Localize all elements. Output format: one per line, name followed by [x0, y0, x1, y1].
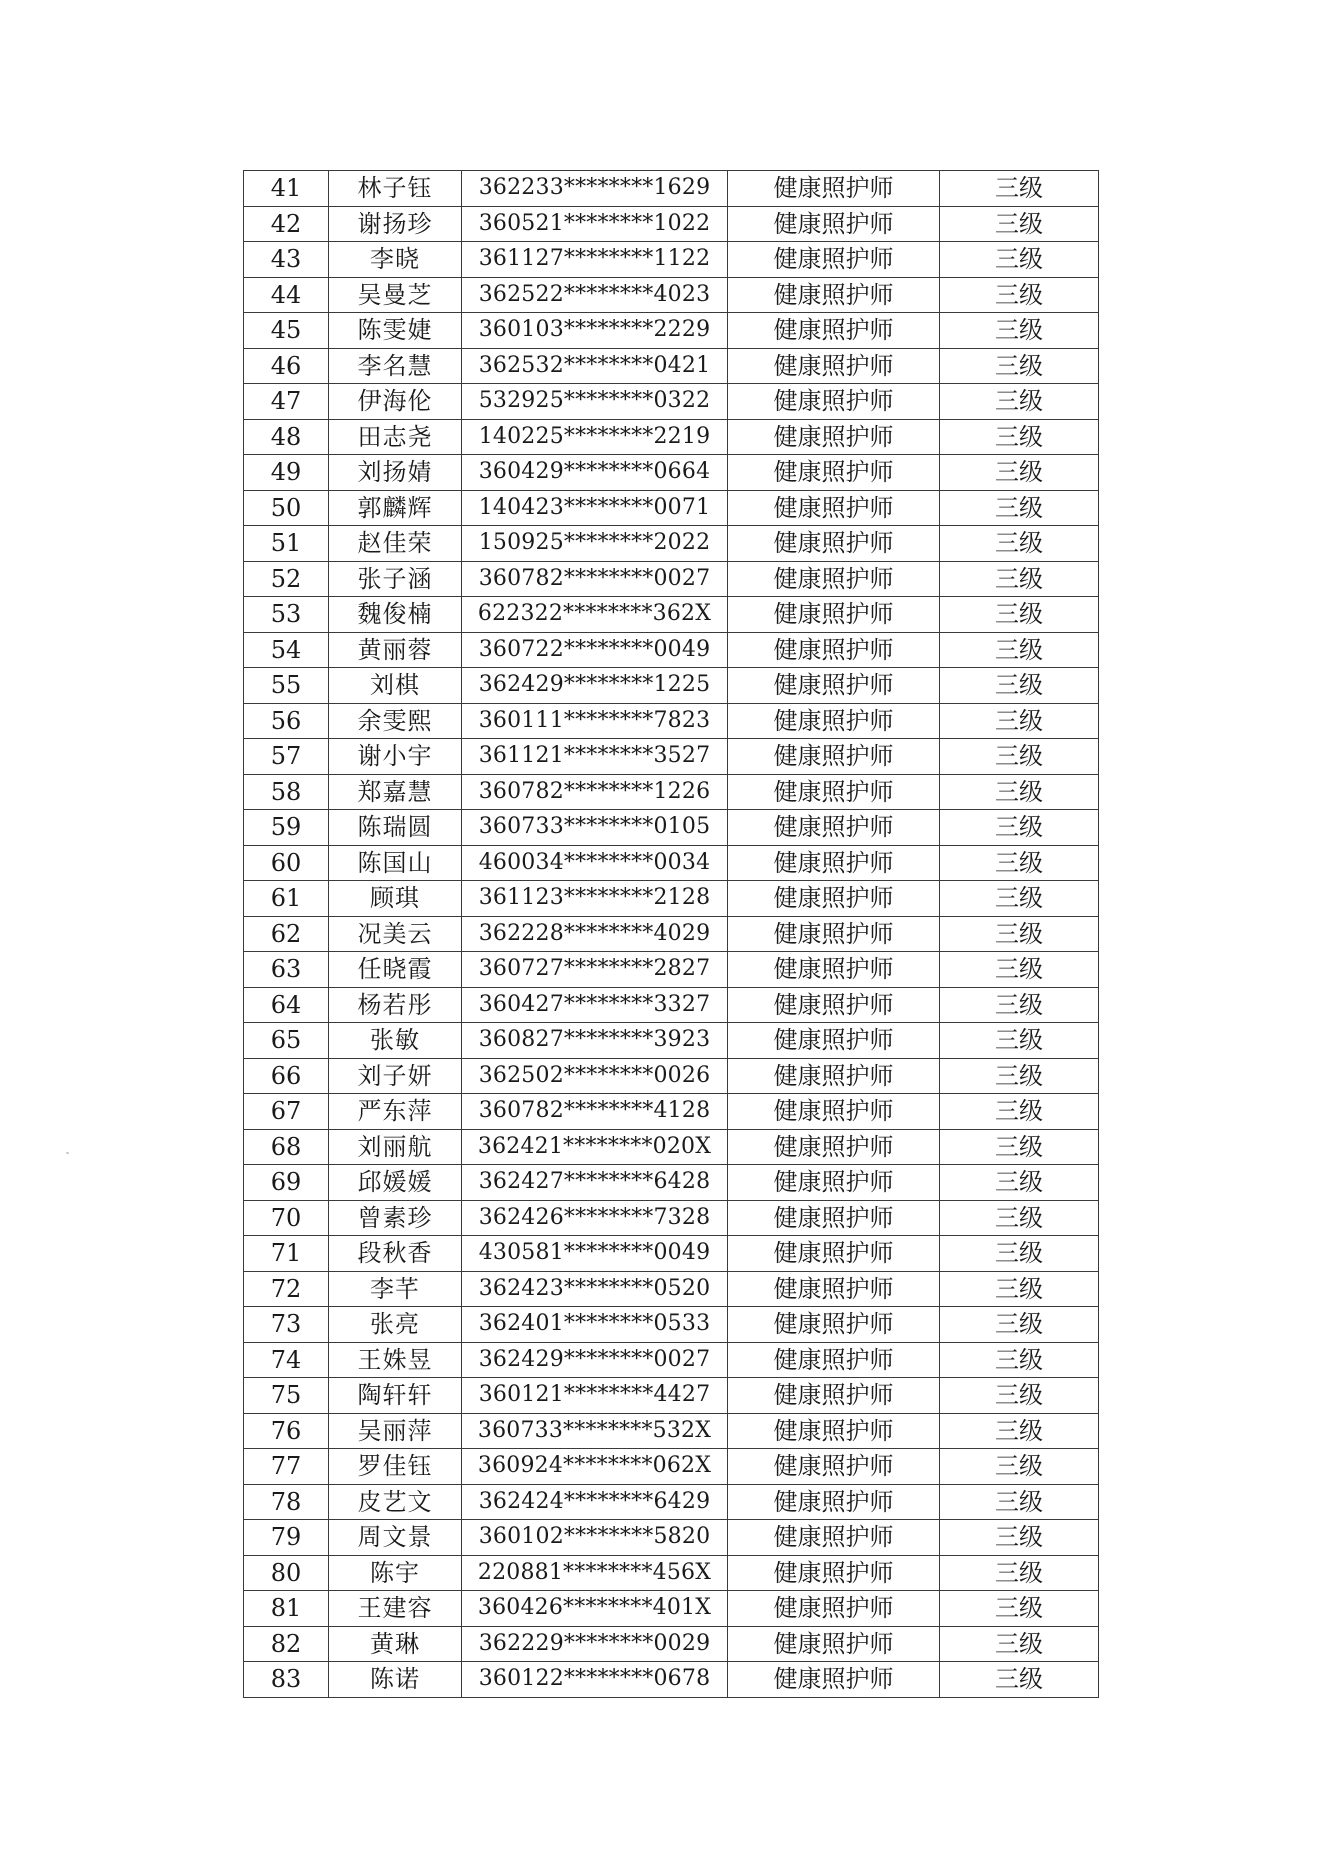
- level-cell: 三级: [940, 987, 1099, 1023]
- table-row: [244, 1023, 1099, 1059]
- occupation-cell: 健康照护师: [728, 916, 940, 952]
- id-number-cell: 360733********532X: [462, 1413, 728, 1449]
- name-cell: 黄丽蓉: [329, 632, 462, 668]
- id-number-cell: 360521********1022: [462, 206, 728, 242]
- name-cell: 刘子妍: [329, 1058, 462, 1094]
- level-cell: 三级: [940, 739, 1099, 775]
- id-number-cell: 360427********3327: [462, 987, 728, 1023]
- row-number-cell: 57: [244, 739, 329, 775]
- level-cell: 三级: [940, 384, 1099, 420]
- scan-speck: [66, 1152, 69, 1154]
- row-number-cell: 53: [244, 597, 329, 633]
- level-cell: 三级: [940, 171, 1099, 207]
- occupation-cell: 健康照护师: [728, 1094, 940, 1130]
- id-number-cell: 362423********0520: [462, 1271, 728, 1307]
- occupation-cell: 健康照护师: [728, 206, 940, 242]
- level-cell: 三级: [940, 774, 1099, 810]
- name-cell: 郭麟辉: [329, 490, 462, 526]
- id-number-cell: 360122********0678: [462, 1662, 728, 1698]
- table-row: [244, 277, 1099, 313]
- name-cell: 皮艺文: [329, 1484, 462, 1520]
- row-number-cell: 43: [244, 242, 329, 278]
- level-cell: 三级: [940, 1626, 1099, 1662]
- row-number-cell: 67: [244, 1094, 329, 1130]
- row-number-cell: 60: [244, 845, 329, 881]
- level-cell: 三级: [940, 597, 1099, 633]
- row-number-cell: 72: [244, 1271, 329, 1307]
- name-cell: 顾琪: [329, 881, 462, 917]
- table-row: [244, 171, 1099, 207]
- occupation-cell: 健康照护师: [728, 703, 940, 739]
- occupation-cell: 健康照护师: [728, 242, 940, 278]
- level-cell: 三级: [940, 348, 1099, 384]
- level-cell: 三级: [940, 455, 1099, 491]
- id-number-cell: 220881********456X: [462, 1555, 728, 1591]
- occupation-cell: 健康照护师: [728, 561, 940, 597]
- name-cell: 陶轩轩: [329, 1378, 462, 1414]
- occupation-cell: 健康照护师: [728, 1413, 940, 1449]
- table-row: [244, 1058, 1099, 1094]
- row-number-cell: 71: [244, 1236, 329, 1272]
- row-number-cell: 49: [244, 455, 329, 491]
- roster-table: [243, 170, 1099, 1698]
- row-number-cell: 46: [244, 348, 329, 384]
- row-number-cell: 51: [244, 526, 329, 562]
- level-cell: 三级: [940, 845, 1099, 881]
- name-cell: 段秋香: [329, 1236, 462, 1272]
- name-cell: 况美云: [329, 916, 462, 952]
- row-number-cell: 69: [244, 1165, 329, 1201]
- name-cell: 曾素珍: [329, 1200, 462, 1236]
- occupation-cell: 健康照护师: [728, 277, 940, 313]
- occupation-cell: 健康照护师: [728, 739, 940, 775]
- level-cell: 三级: [940, 1484, 1099, 1520]
- row-number-cell: 80: [244, 1555, 329, 1591]
- table-row: [244, 952, 1099, 988]
- level-cell: 三级: [940, 242, 1099, 278]
- id-number-cell: 360733********0105: [462, 810, 728, 846]
- name-cell: 余雯熙: [329, 703, 462, 739]
- occupation-cell: 健康照护师: [728, 668, 940, 704]
- level-cell: 三级: [940, 313, 1099, 349]
- table-row: [244, 1484, 1099, 1520]
- level-cell: 三级: [940, 881, 1099, 917]
- table-row: [244, 703, 1099, 739]
- name-cell: 伊海伦: [329, 384, 462, 420]
- id-number-cell: 150925********2022: [462, 526, 728, 562]
- table-row: [244, 987, 1099, 1023]
- table-row: [244, 1413, 1099, 1449]
- row-number-cell: 45: [244, 313, 329, 349]
- row-number-cell: 61: [244, 881, 329, 917]
- id-number-cell: 362429********1225: [462, 668, 728, 704]
- table-row: [244, 810, 1099, 846]
- row-number-cell: 79: [244, 1520, 329, 1556]
- level-cell: 三级: [940, 668, 1099, 704]
- occupation-cell: 健康照护师: [728, 1520, 940, 1556]
- name-cell: 周文景: [329, 1520, 462, 1556]
- occupation-cell: 健康照护师: [728, 1626, 940, 1662]
- id-number-cell: 360426********401X: [462, 1591, 728, 1627]
- row-number-cell: 68: [244, 1129, 329, 1165]
- name-cell: 李名慧: [329, 348, 462, 384]
- level-cell: 三级: [940, 703, 1099, 739]
- row-number-cell: 73: [244, 1307, 329, 1343]
- id-number-cell: 362421********020X: [462, 1129, 728, 1165]
- name-cell: 林子钰: [329, 171, 462, 207]
- name-cell: 罗佳钰: [329, 1449, 462, 1485]
- table-row: [244, 1555, 1099, 1591]
- id-number-cell: 361121********3527: [462, 739, 728, 775]
- table-row: [244, 1626, 1099, 1662]
- row-number-cell: 48: [244, 419, 329, 455]
- table-row: [244, 597, 1099, 633]
- id-number-cell: 360429********0664: [462, 455, 728, 491]
- level-cell: 三级: [940, 810, 1099, 846]
- name-cell: 张亮: [329, 1307, 462, 1343]
- name-cell: 张子涵: [329, 561, 462, 597]
- level-cell: 三级: [940, 1413, 1099, 1449]
- table-row: [244, 668, 1099, 704]
- level-cell: 三级: [940, 916, 1099, 952]
- row-number-cell: 75: [244, 1378, 329, 1414]
- id-number-cell: 140225********2219: [462, 419, 728, 455]
- table-row: [244, 313, 1099, 349]
- id-number-cell: 360924********062X: [462, 1449, 728, 1485]
- name-cell: 刘扬婧: [329, 455, 462, 491]
- name-cell: 陈诺: [329, 1662, 462, 1698]
- row-number-cell: 65: [244, 1023, 329, 1059]
- row-number-cell: 82: [244, 1626, 329, 1662]
- occupation-cell: 健康照护师: [728, 1484, 940, 1520]
- occupation-cell: 健康照护师: [728, 987, 940, 1023]
- id-number-cell: 362228********4029: [462, 916, 728, 952]
- name-cell: 吴曼芝: [329, 277, 462, 313]
- table-row: [244, 348, 1099, 384]
- level-cell: 三级: [940, 206, 1099, 242]
- occupation-cell: 健康照护师: [728, 171, 940, 207]
- level-cell: 三级: [940, 561, 1099, 597]
- table-row: [244, 845, 1099, 881]
- id-number-cell: 362401********0533: [462, 1307, 728, 1343]
- name-cell: 黄琳: [329, 1626, 462, 1662]
- row-number-cell: 83: [244, 1662, 329, 1698]
- table-row: [244, 490, 1099, 526]
- name-cell: 李晓: [329, 242, 462, 278]
- occupation-cell: 健康照护师: [728, 597, 940, 633]
- table-row: [244, 1165, 1099, 1201]
- id-number-cell: 622322********362X: [462, 597, 728, 633]
- id-number-cell: 362429********0027: [462, 1342, 728, 1378]
- table-row: [244, 1236, 1099, 1272]
- name-cell: 郑嘉慧: [329, 774, 462, 810]
- level-cell: 三级: [940, 1058, 1099, 1094]
- id-number-cell: 362426********7328: [462, 1200, 728, 1236]
- name-cell: 陈国山: [329, 845, 462, 881]
- name-cell: 陈瑞圆: [329, 810, 462, 846]
- level-cell: 三级: [940, 1378, 1099, 1414]
- table-row: [244, 916, 1099, 952]
- occupation-cell: 健康照护师: [728, 774, 940, 810]
- id-number-cell: 360722********0049: [462, 632, 728, 668]
- name-cell: 魏俊楠: [329, 597, 462, 633]
- occupation-cell: 健康照护师: [728, 455, 940, 491]
- name-cell: 赵佳荣: [329, 526, 462, 562]
- row-number-cell: 44: [244, 277, 329, 313]
- row-number-cell: 47: [244, 384, 329, 420]
- name-cell: 吴丽萍: [329, 1413, 462, 1449]
- table-row: [244, 632, 1099, 668]
- table-row: [244, 1342, 1099, 1378]
- level-cell: 三级: [940, 1094, 1099, 1130]
- id-number-cell: 362233********1629: [462, 171, 728, 207]
- table-row: [244, 561, 1099, 597]
- level-cell: 三级: [940, 1591, 1099, 1627]
- row-number-cell: 66: [244, 1058, 329, 1094]
- level-cell: 三级: [940, 952, 1099, 988]
- id-number-cell: 140423********0071: [462, 490, 728, 526]
- occupation-cell: 健康照护师: [728, 632, 940, 668]
- table-row: [244, 1307, 1099, 1343]
- table-row: [244, 1520, 1099, 1556]
- occupation-cell: 健康照护师: [728, 1591, 940, 1627]
- name-cell: 邱媛媛: [329, 1165, 462, 1201]
- row-number-cell: 55: [244, 668, 329, 704]
- id-number-cell: 460034********0034: [462, 845, 728, 881]
- table-row: [244, 881, 1099, 917]
- row-number-cell: 63: [244, 952, 329, 988]
- occupation-cell: 健康照护师: [728, 313, 940, 349]
- occupation-cell: 健康照护师: [728, 490, 940, 526]
- table-row: [244, 774, 1099, 810]
- level-cell: 三级: [940, 526, 1099, 562]
- name-cell: 杨若彤: [329, 987, 462, 1023]
- occupation-cell: 健康照护师: [728, 384, 940, 420]
- level-cell: 三级: [940, 1200, 1099, 1236]
- occupation-cell: 健康照护师: [728, 810, 940, 846]
- id-number-cell: 362427********6428: [462, 1165, 728, 1201]
- name-cell: 谢扬珍: [329, 206, 462, 242]
- level-cell: 三级: [940, 1662, 1099, 1698]
- id-number-cell: 360111********7823: [462, 703, 728, 739]
- table-row: [244, 1662, 1099, 1698]
- table-row: [244, 1200, 1099, 1236]
- occupation-cell: 健康照护师: [728, 1200, 940, 1236]
- occupation-cell: 健康照护师: [728, 1165, 940, 1201]
- row-number-cell: 50: [244, 490, 329, 526]
- table-row: [244, 1449, 1099, 1485]
- name-cell: 王建容: [329, 1591, 462, 1627]
- id-number-cell: 360782********1226: [462, 774, 728, 810]
- row-number-cell: 62: [244, 916, 329, 952]
- row-number-cell: 74: [244, 1342, 329, 1378]
- occupation-cell: 健康照护师: [728, 952, 940, 988]
- id-number-cell: 362522********4023: [462, 277, 728, 313]
- id-number-cell: 360103********2229: [462, 313, 728, 349]
- occupation-cell: 健康照护师: [728, 1662, 940, 1698]
- occupation-cell: 健康照护师: [728, 1023, 940, 1059]
- table-row: [244, 455, 1099, 491]
- row-number-cell: 58: [244, 774, 329, 810]
- level-cell: 三级: [940, 1129, 1099, 1165]
- id-number-cell: 360121********4427: [462, 1378, 728, 1414]
- level-cell: 三级: [940, 1449, 1099, 1485]
- row-number-cell: 59: [244, 810, 329, 846]
- occupation-cell: 健康照护师: [728, 881, 940, 917]
- table-row: [244, 384, 1099, 420]
- level-cell: 三级: [940, 1165, 1099, 1201]
- table-row: [244, 1271, 1099, 1307]
- occupation-cell: 健康照护师: [728, 526, 940, 562]
- occupation-cell: 健康照护师: [728, 845, 940, 881]
- level-cell: 三级: [940, 1520, 1099, 1556]
- name-cell: 张敏: [329, 1023, 462, 1059]
- row-number-cell: 81: [244, 1591, 329, 1627]
- occupation-cell: 健康照护师: [728, 1058, 940, 1094]
- occupation-cell: 健康照护师: [728, 1129, 940, 1165]
- name-cell: 刘棋: [329, 668, 462, 704]
- table-row: [244, 739, 1099, 775]
- row-number-cell: 41: [244, 171, 329, 207]
- row-number-cell: 64: [244, 987, 329, 1023]
- level-cell: 三级: [940, 1271, 1099, 1307]
- occupation-cell: 健康照护师: [728, 1342, 940, 1378]
- row-number-cell: 42: [244, 206, 329, 242]
- level-cell: 三级: [940, 1342, 1099, 1378]
- id-number-cell: 361123********2128: [462, 881, 728, 917]
- row-number-cell: 70: [244, 1200, 329, 1236]
- name-cell: 陈雯婕: [329, 313, 462, 349]
- level-cell: 三级: [940, 1307, 1099, 1343]
- row-number-cell: 77: [244, 1449, 329, 1485]
- id-number-cell: 360782********4128: [462, 1094, 728, 1130]
- table-row: [244, 1591, 1099, 1627]
- occupation-cell: 健康照护师: [728, 1236, 940, 1272]
- roster-table-body: [244, 171, 1099, 1698]
- level-cell: 三级: [940, 490, 1099, 526]
- level-cell: 三级: [940, 277, 1099, 313]
- id-number-cell: 362502********0026: [462, 1058, 728, 1094]
- id-number-cell: 362229********0029: [462, 1626, 728, 1662]
- id-number-cell: 360102********5820: [462, 1520, 728, 1556]
- row-number-cell: 78: [244, 1484, 329, 1520]
- table-row: [244, 419, 1099, 455]
- level-cell: 三级: [940, 1023, 1099, 1059]
- row-number-cell: 76: [244, 1413, 329, 1449]
- name-cell: 严东萍: [329, 1094, 462, 1130]
- occupation-cell: 健康照护师: [728, 1307, 940, 1343]
- name-cell: 陈宇: [329, 1555, 462, 1591]
- id-number-cell: 430581********0049: [462, 1236, 728, 1272]
- level-cell: 三级: [940, 419, 1099, 455]
- id-number-cell: 362424********6429: [462, 1484, 728, 1520]
- level-cell: 三级: [940, 1236, 1099, 1272]
- name-cell: 李芊: [329, 1271, 462, 1307]
- level-cell: 三级: [940, 632, 1099, 668]
- id-number-cell: 360727********2827: [462, 952, 728, 988]
- level-cell: 三级: [940, 1555, 1099, 1591]
- row-number-cell: 56: [244, 703, 329, 739]
- name-cell: 任晓霞: [329, 952, 462, 988]
- id-number-cell: 532925********0322: [462, 384, 728, 420]
- table-row: [244, 206, 1099, 242]
- name-cell: 刘丽航: [329, 1129, 462, 1165]
- table-row: [244, 1094, 1099, 1130]
- table-row: [244, 526, 1099, 562]
- occupation-cell: 健康照护师: [728, 1271, 940, 1307]
- row-number-cell: 54: [244, 632, 329, 668]
- occupation-cell: 健康照护师: [728, 348, 940, 384]
- id-number-cell: 361127********1122: [462, 242, 728, 278]
- table-row: [244, 242, 1099, 278]
- id-number-cell: 360827********3923: [462, 1023, 728, 1059]
- name-cell: 谢小宇: [329, 739, 462, 775]
- id-number-cell: 362532********0421: [462, 348, 728, 384]
- row-number-cell: 52: [244, 561, 329, 597]
- occupation-cell: 健康照护师: [728, 1449, 940, 1485]
- table-row: [244, 1129, 1099, 1165]
- occupation-cell: 健康照护师: [728, 1555, 940, 1591]
- table-row: [244, 1378, 1099, 1414]
- occupation-cell: 健康照护师: [728, 419, 940, 455]
- id-number-cell: 360782********0027: [462, 561, 728, 597]
- name-cell: 田志尧: [329, 419, 462, 455]
- name-cell: 王姝昱: [329, 1342, 462, 1378]
- occupation-cell: 健康照护师: [728, 1378, 940, 1414]
